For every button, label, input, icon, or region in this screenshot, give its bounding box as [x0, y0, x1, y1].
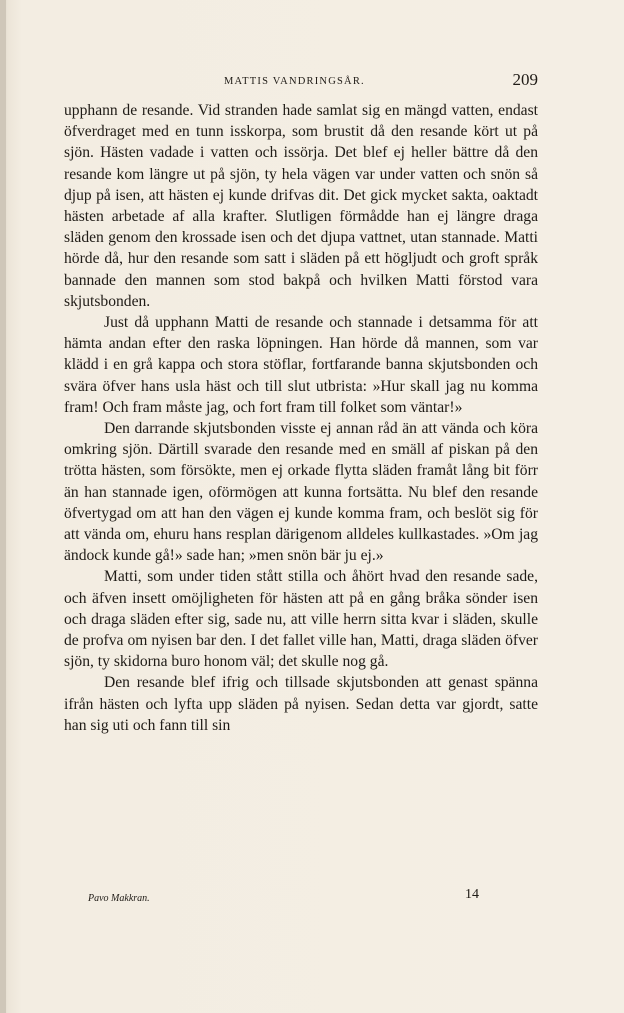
- paragraph-5: Den resande blef ifrig och tillsade skjutsbonden att genast spänna ifrån hästen och lyfta upp släden på nyisen. Sedan detta var gjordt, satte han sig uti och fann till sin: [64, 674, 538, 734]
- page-spine-shadow: [0, 0, 6, 1013]
- page-number: 209: [512, 70, 538, 89]
- body-text: [64, 100, 538, 736]
- paragraph-1: upphann de resande. Vid stranden hade samlat sig en mängd vatten, endast öfverdraget med en tunn isskorpa, som brustit då den resande kört ut på sjön. Hästen vadade i vatten och issörja. Det blef ej heller bättre då den resande kom längre ut på sjön, ty hela vägen var under vatten och snön så djup på isen, att hästen ej kunde drifvas dit. Det gick mycket sakta, oaktadt hästen arbetade af alla krafter. Slutligen förmådde han ej längre draga släden genom den krossade isen och det djupa vattnet, utan stannade. Matti hörde då, hur den resande som satt i släden på ett högljudt och groft språk bannade den mannen som stod bakpå och hvilken Matti förstod vara skjutsbonden.: [64, 102, 538, 310]
- paragraph-2: Just då upphann Matti de resande och stannade i detsamma för att hämta andan efter den raska löpningen. Han hörde då mannen, som var klädd i en grå kappa och stora stöflar, fortfarande banna skjutsbonden och svära öfver hans usla häst och till slut utbrista: »Hur skall jag nu komma fram! Och fram måste jag, och fort fram till folket som väntar!»: [64, 314, 538, 416]
- page-footer: [64, 887, 538, 911]
- printer-signature: Pavo Makkran.: [88, 893, 150, 904]
- paragraph-3: Den darrande skjutsbonden visste ej annan råd än att vända och köra omkring sjön. Därtill svarade den resande med en smäll af piskan på den trötta hästen, som försökte, men ej orkade flytta släden framåt lång bit förr än han stannade igen, oförmögen att kunna fortsätta. Nu blef den resande öfvertygad om att han den vägen ej kunde komma fram, och beslöt sig för att vända om, ehuru hans resplan därigenom alldeles kullkastades. »Om jag ändock kunde gå!» sade han; »men snön bär ju ej.»: [64, 420, 538, 565]
- running-head: MATTIS VANDRINGSÅR.: [224, 76, 365, 87]
- sheet-number: 14: [465, 887, 479, 902]
- paragraph-4: Matti, som under tiden stått stilla och åhört hvad den resande sade, och äfven insett omöjligheten för hästen att på en gång bråka sönder isen och draga släden efter sig, sade nu, att ville herrn sitta kvar i släden, skulle de profva om nyisen bar den. I det fallet ville han, Matti, draga släden öfver sjön, ty skidorna buro honom väl; det skulle nog gå.: [64, 568, 538, 671]
- page-header: [64, 70, 538, 96]
